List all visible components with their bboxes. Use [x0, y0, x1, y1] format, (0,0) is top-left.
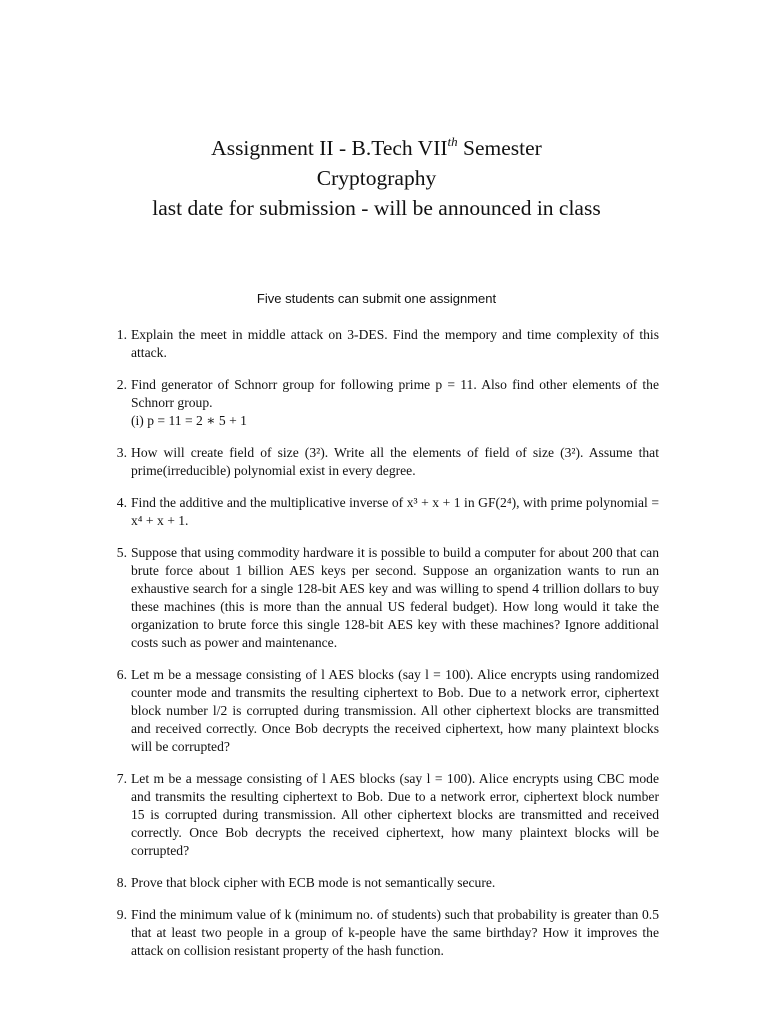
question-text: Find the minimum value of k (minimum no. of students) such that probability is greater than 0.5 that at least two people in a group of k-people have the same birthday? How it improves the attack on collision resistant property of the hash function. — [131, 907, 659, 958]
question-subpart: (i) p = 11 = 2 ∗ 5 + 1 — [131, 413, 247, 428]
question-number: 5. — [116, 545, 127, 560]
title-prefix: Assignment II - B.Tech VII — [211, 136, 448, 160]
title-superscript: th — [447, 134, 458, 149]
question-item-1 — [111, 326, 659, 362]
question-text: Find the additive and the multiplicative inverse of x³ + x + 1 in GF(2⁴), with prime polynomial = x⁴ + x + 1. — [131, 495, 659, 528]
question-number: 3. — [116, 445, 127, 460]
submission-deadline: last date for submission - will be announced in class — [152, 196, 601, 220]
question-text: Explain the meet in middle attack on 3-DES. Find the mempory and time complexity of this attack. — [131, 327, 659, 360]
question-item-5 — [111, 544, 659, 652]
question-number: 7. — [116, 771, 127, 786]
course-name: Cryptography — [316, 166, 437, 190]
question-text: Find generator of Schnorr group for following prime p = 11. Also find other elements of the Schnorr group. — [131, 377, 659, 410]
question-number: 2. — [116, 377, 127, 392]
title-block — [0, 133, 753, 223]
question-text: Let m be a message consisting of l AES blocks (say l = 100). Alice encrypts using CBC mode and transmits the resulting ciphertext to Bob. Due to a network error, ciphertext block number 15 is corrupted during transmission. All other ciphertext blocks are transmitted and received correctly. Once Bob decrypts the received ciphertext, how many plaintext blocks will be corrupted? — [131, 771, 659, 858]
question-number: 6. — [116, 667, 127, 682]
question-item-8 — [111, 874, 659, 892]
question-list — [111, 326, 659, 974]
question-item-6 — [111, 666, 659, 756]
group-note: Five students can submit one assignment — [256, 291, 497, 306]
question-text: How will create field of size (3²). Write all the elements of field of size (3²). Assume that prime(irreducible) polynomial exist in every degree. — [131, 445, 659, 478]
question-item-4 — [111, 494, 659, 530]
question-item-3 — [111, 444, 659, 480]
question-text: Suppose that using commodity hardware it is possible to build a computer for about 200 that can brute force about 1 billion AES keys per second. Suppose an organization wants to run an exhaustive search for a single 128-bit AES key and was willing to spend 4 trillion dollars to buy these machines (this is more than the annual US federal budget). How long would it take the organization to brute force this single 128-bit AES key with these machines? Ignore additional costs such as power and maintenance. — [131, 545, 659, 650]
question-number: 1. — [116, 327, 127, 342]
assignment-title — [0, 133, 753, 163]
question-text: Prove that block cipher with ECB mode is not semantically secure. — [131, 875, 496, 890]
question-number: 8. — [116, 875, 127, 890]
question-number: 4. — [116, 495, 127, 510]
title-suffix: Semester — [457, 136, 542, 160]
question-item-7 — [111, 770, 659, 860]
question-text: Let m be a message consisting of l AES blocks (say l = 100). Alice encrypts using randomized counter mode and transmits the resulting ciphertext to Bob. Due to a network error, ciphertext block number l/2 is corrupted during transmission. All other ciphertext blocks are transmitted and received correctly. Once Bob decrypts the received ciphertext, how many plaintext blocks will be corrupted? — [131, 667, 659, 754]
question-item-9 — [111, 906, 659, 960]
question-item-2 — [111, 376, 659, 430]
question-number: 9. — [116, 907, 127, 922]
